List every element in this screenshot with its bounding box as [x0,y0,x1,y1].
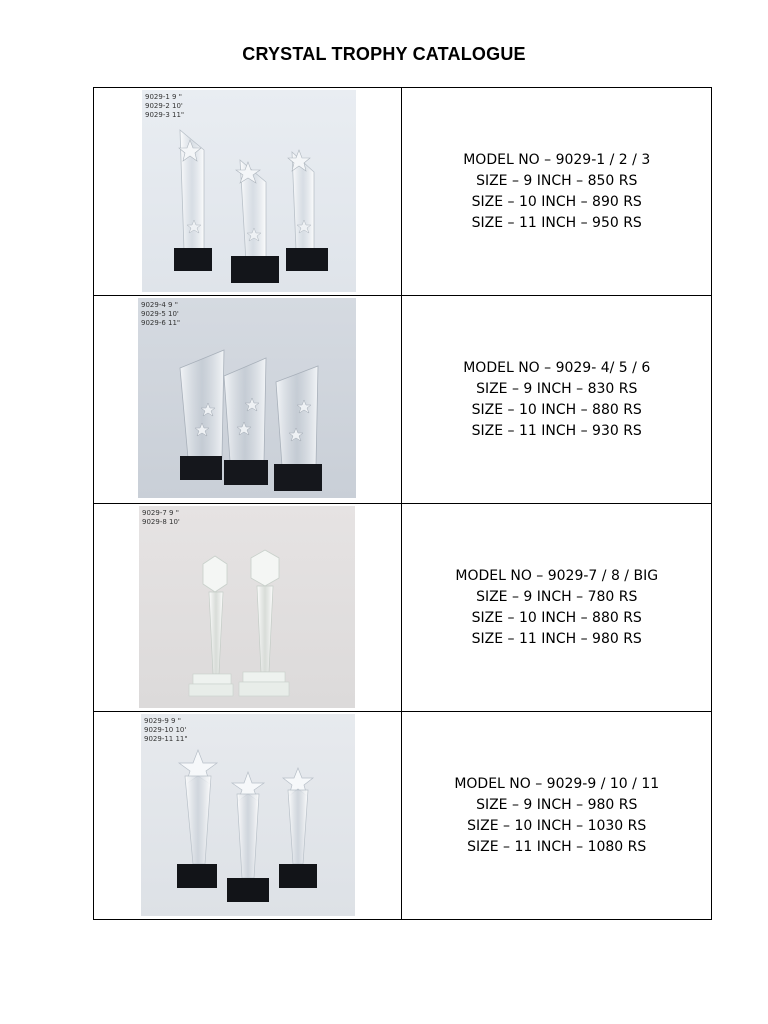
size-price-line: SIZE – 9 INCH – 780 RS [476,588,638,605]
size-price-line: SIZE – 11 INCH – 980 RS [471,630,642,647]
product-specs [402,150,711,234]
size-price-line: SIZE – 10 INCH – 890 RS [471,193,642,210]
product-specs [402,774,711,858]
size-price-line: SIZE – 9 INCH – 830 RS [476,380,638,397]
photo-model-labels [141,301,180,328]
photo-model-labels [142,509,180,527]
photo-label: 9029-10 10' [144,726,187,734]
trophy-photo-9029-1-3 [142,90,356,292]
photo-cell [94,88,402,296]
table-row [94,712,712,920]
photo-label: 9029-8 10' [142,518,180,526]
catalogue-title: CRYSTAL TROPHY CATALOGUE [242,44,526,64]
table-row [94,296,712,504]
size-price-line: SIZE – 10 INCH – 880 RS [471,609,642,626]
product-specs [402,566,711,650]
size-price-line: SIZE – 11 INCH – 1080 RS [467,838,647,855]
model-number: MODEL NO – 9029-1 / 2 / 3 [463,151,651,168]
photo-label: 9029-4 9 " [141,301,178,309]
size-price-line: SIZE – 10 INCH – 880 RS [471,401,642,418]
photo-cell [94,712,402,920]
spec-cell [402,296,712,504]
trophy-photo-9029-4-6 [138,298,356,498]
photo-label: 9029-1 9 " [145,93,182,101]
catalogue-table [93,87,712,920]
photo-label: 9029-9 9 " [144,717,181,725]
photo-label: 9029-3 11" [145,111,185,119]
model-number: MODEL NO – 9029- 4/ 5 / 6 [463,359,651,376]
model-number: MODEL NO – 9029-7 / 8 / BIG [455,567,659,584]
model-number: MODEL NO – 9029-9 / 10 / 11 [454,775,660,792]
photo-model-labels [145,93,184,120]
photo-label: 9029-7 9 " [142,509,179,517]
photo-cell [94,504,402,712]
spec-cell [402,88,712,296]
table-row [94,504,712,712]
photo-model-labels [144,717,188,744]
spec-cell [402,504,712,712]
photo-label: 9029-11 11" [144,735,188,743]
product-specs [402,358,711,442]
trophy-photo-9029-7-8 [139,506,355,708]
photo-label: 9029-6 11" [141,319,181,327]
photo-label: 9029-2 10' [145,102,183,110]
photo-cell [94,296,402,504]
trophy-photo-9029-9-11 [141,714,355,916]
photo-label: 9029-5 10' [141,310,179,318]
spec-cell [402,712,712,920]
size-price-line: SIZE – 9 INCH – 980 RS [476,796,638,813]
size-price-line: SIZE – 9 INCH – 850 RS [476,172,638,189]
table-row [94,88,712,296]
size-price-line: SIZE – 11 INCH – 930 RS [471,422,642,439]
size-price-line: SIZE – 10 INCH – 1030 RS [467,817,647,834]
size-price-line: SIZE – 11 INCH – 950 RS [471,214,642,231]
